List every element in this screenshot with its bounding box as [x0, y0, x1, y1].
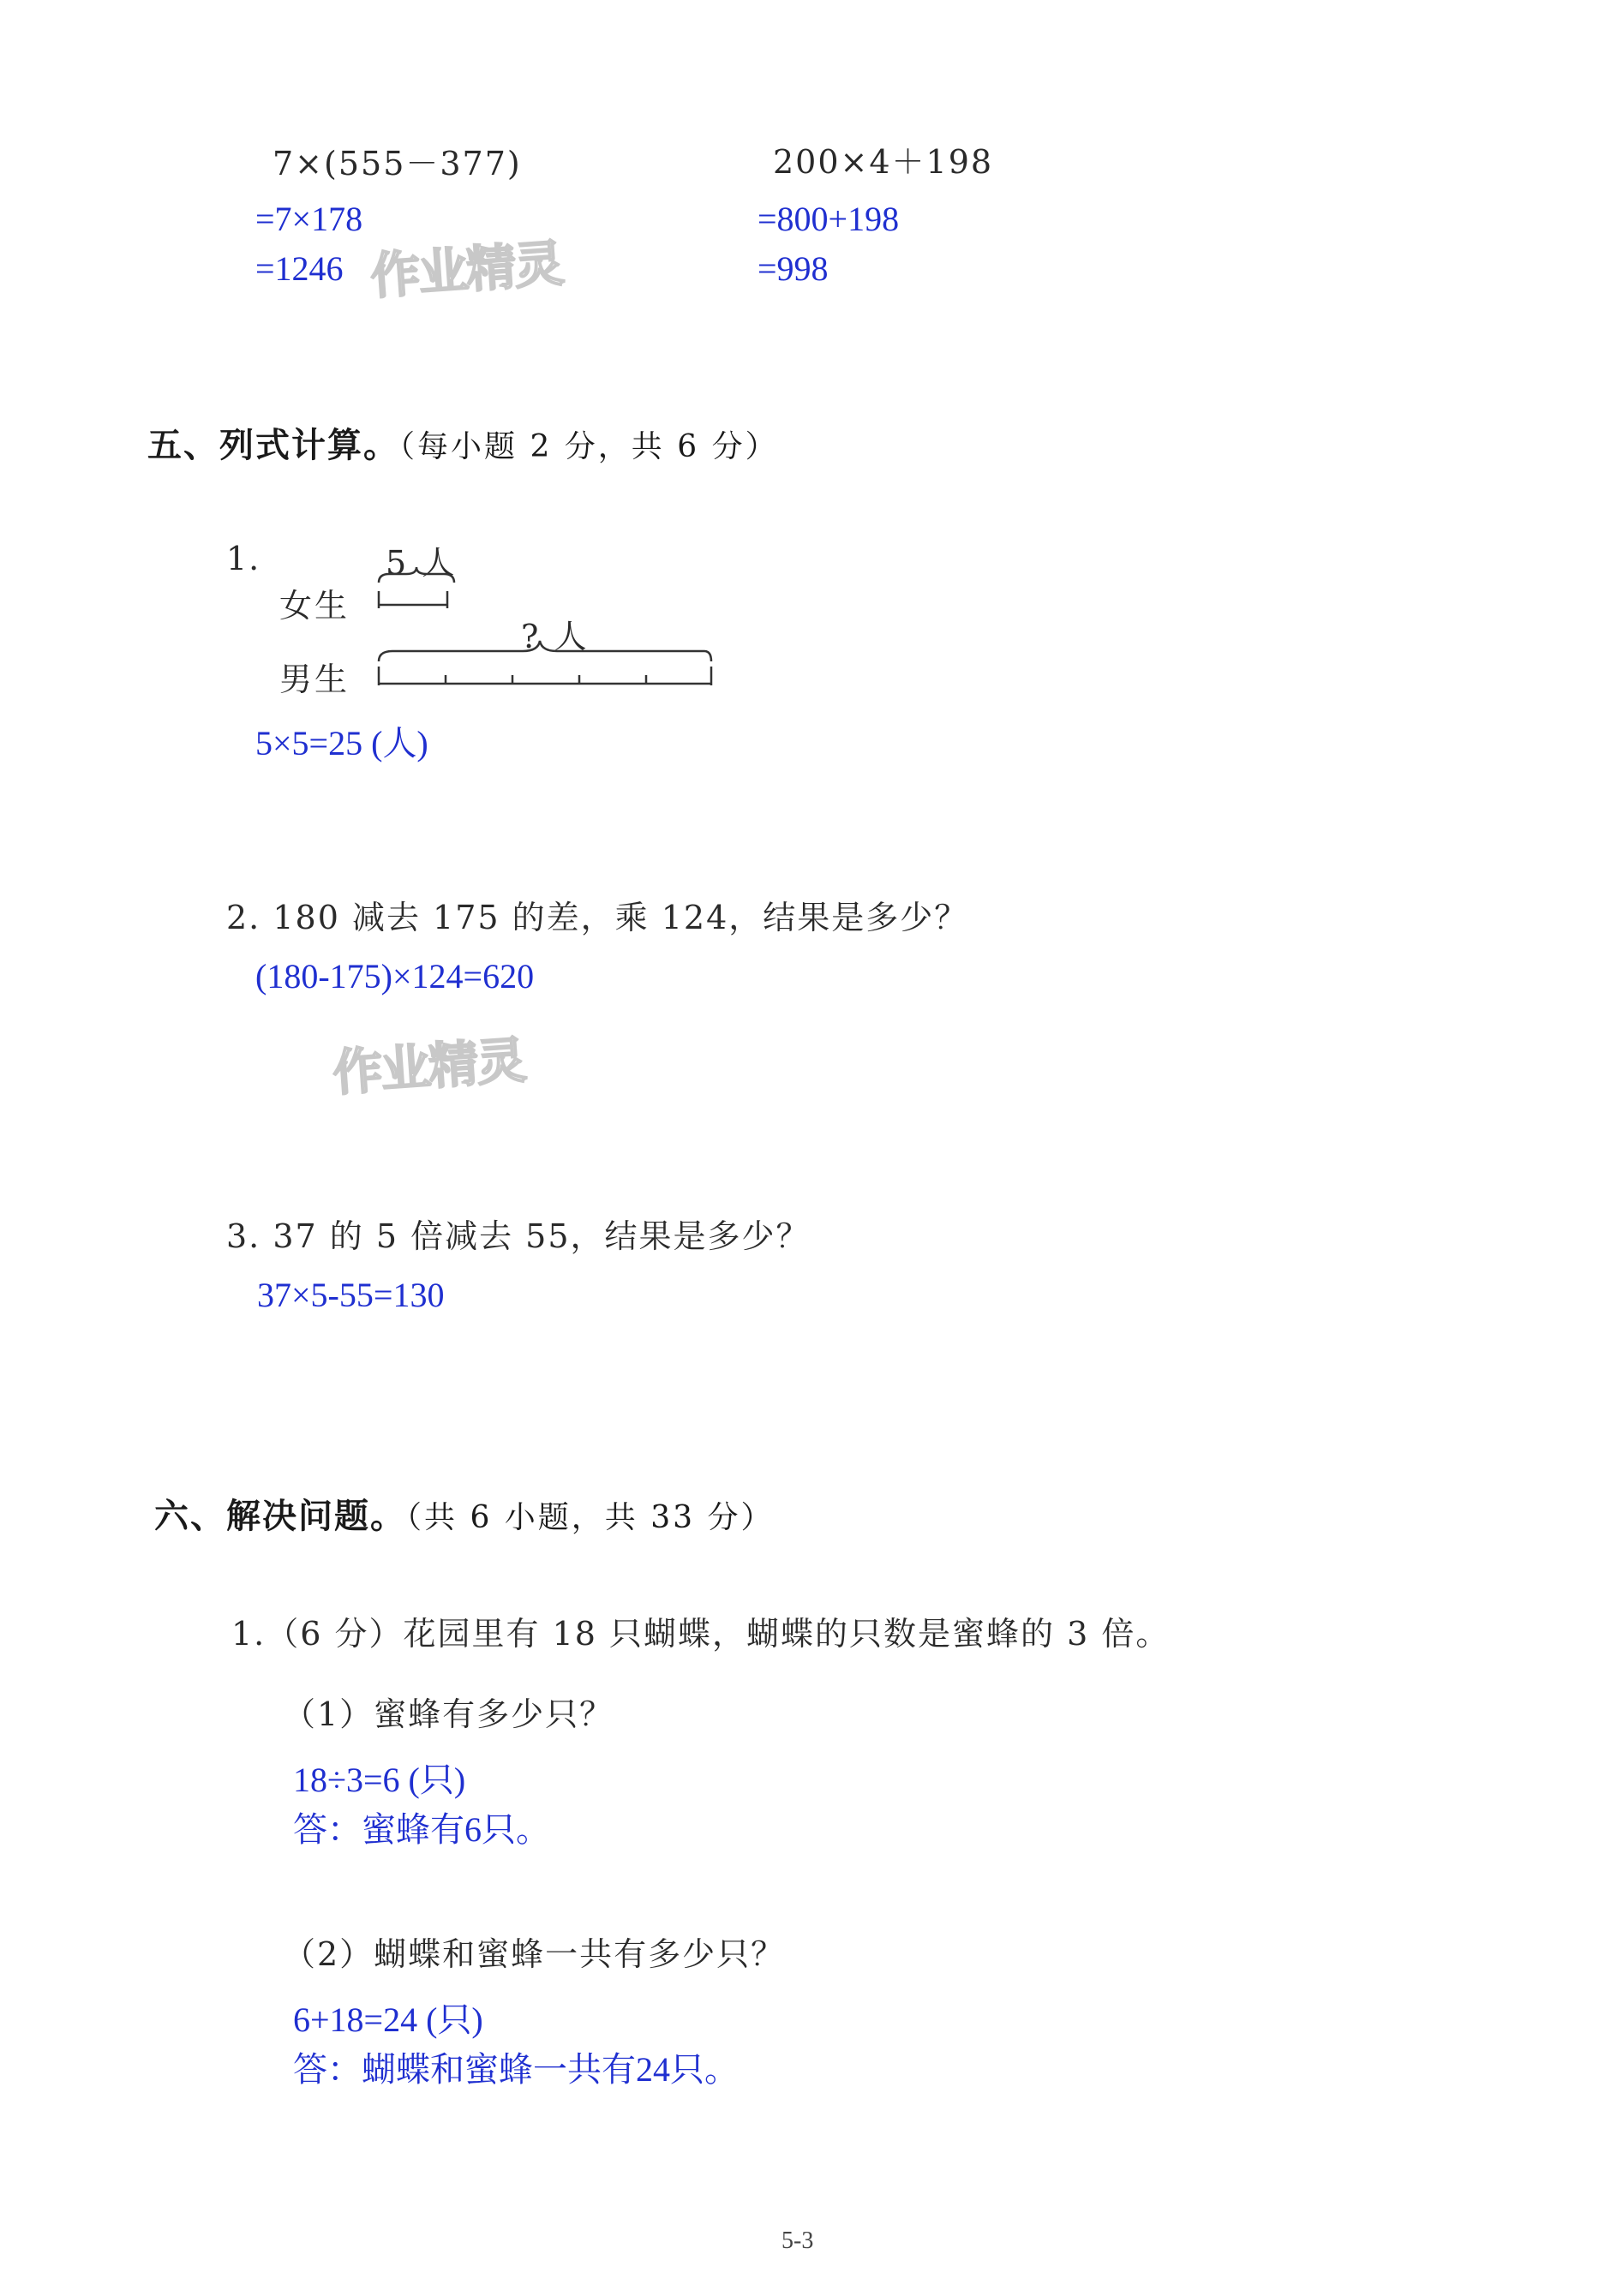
calc-right-step1: =800+198	[758, 200, 900, 238]
section6-note: （共 6 小题，共 33 分）	[406, 1500, 775, 1535]
calc-right-step2: =998	[758, 249, 829, 288]
boys-label: 男生	[279, 661, 350, 698]
s6-q1-sub1-reply: 答：蜜蜂有6只。	[293, 1810, 550, 1849]
q3-text: 3. 37 的 5 倍减去 55，结果是多少？	[226, 1217, 811, 1255]
boys-value-label: ? 人	[521, 618, 590, 655]
section6-title: 六、解决问题。	[154, 1497, 406, 1536]
s6-q1-sub1-text: （1）蜜蜂有多少只？	[283, 1695, 614, 1733]
s6-q1-sub1-answer: 18÷3=6 (只)	[293, 1761, 466, 1799]
girls-label: 女生	[279, 587, 350, 625]
watermark: 作业精灵	[368, 234, 565, 306]
boys-brace	[379, 641, 711, 661]
section5-note: （每小题 2 分，共 6 分）	[399, 429, 779, 464]
q1-number: 1.	[226, 540, 261, 577]
q2-text: 2. 180 减去 175 的差，乘 124，结果是多少？	[226, 899, 969, 936]
section6-heading	[154, 1489, 775, 1538]
q2-answer: (180-175)×124=620	[255, 957, 535, 996]
girls-value-label: 5 人	[386, 544, 458, 582]
calc-left-step1: =7×178	[255, 200, 363, 238]
section5-heading	[147, 418, 779, 467]
q1-answer: 5×5=25 (人)	[255, 724, 428, 762]
page-number: 5-3	[782, 2227, 814, 2254]
calc-left-problem: 7×(555－377)	[272, 145, 522, 182]
s6-q1-text: 1.（6 分）花园里有 18 只蝴蝶，蝴蝶的只数是蜜蜂的 3 倍。	[231, 1615, 1171, 1653]
watermark: 作业精灵	[331, 1031, 527, 1103]
q3-answer: 37×5-55=130	[257, 1276, 445, 1314]
calc-right-problem: 200×4＋198	[773, 143, 994, 181]
s6-q1-sub2-text: （2）蝴蝶和蜜蜂一共有多少只？	[283, 1935, 786, 1973]
calc-left-step2: =1246	[255, 249, 344, 288]
section5-title: 五、列式计算。	[147, 426, 399, 465]
s6-q1-sub2-reply: 答：蝴蝶和蜜蜂一共有24只。	[293, 2050, 739, 2089]
s6-q1-sub2-answer: 6+18=24 (只)	[293, 2000, 483, 2039]
line-segment-diagram	[368, 565, 728, 694]
girls-brace	[379, 567, 454, 583]
